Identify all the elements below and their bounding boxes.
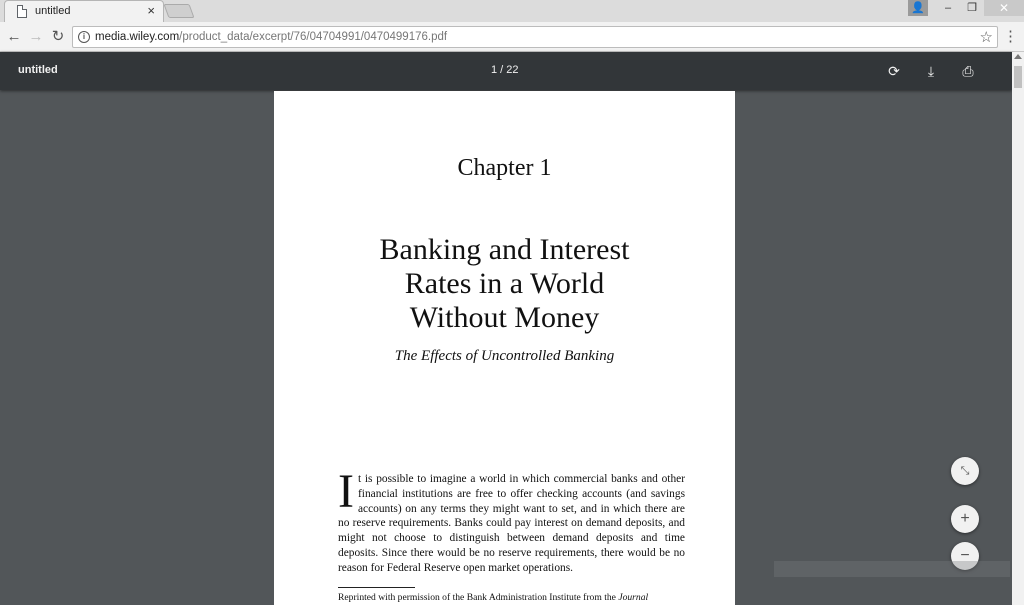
- chapter-title: [274, 233, 735, 335]
- print-icon[interactable]: ⎙: [962, 63, 974, 79]
- close-window-button[interactable]: ✕: [984, 0, 1024, 16]
- rotate-icon[interactable]: ⟳: [888, 63, 900, 79]
- url-text[interactable]: [95, 31, 447, 43]
- drop-cap: I: [338, 465, 354, 518]
- star-icon[interactable]: ☆: [979, 29, 993, 46]
- title-line: Banking and Interest: [379, 233, 630, 266]
- menu-icon[interactable]: ⋮: [1003, 28, 1018, 45]
- url-path: /product_data/excerpt/76/04704991/0470499176.pdf: [179, 31, 448, 43]
- reload-button[interactable]: ↻: [51, 28, 65, 45]
- fit-to-page-icon[interactable]: ⤡: [951, 457, 979, 485]
- doc-icon: [17, 5, 27, 18]
- tab-close-icon[interactable]: ×: [147, 3, 155, 18]
- browser-toolbar: [0, 22, 1024, 52]
- profile-icon[interactable]: 👤: [908, 0, 928, 16]
- url-host: media.wiley.com: [95, 31, 180, 43]
- body-paragraph: [338, 465, 685, 576]
- pdf-title: untitled: [18, 64, 58, 76]
- forward-button[interactable]: →: [28, 28, 44, 45]
- new-tab-button[interactable]: [163, 4, 194, 18]
- scroll-thumb[interactable]: [1014, 66, 1022, 88]
- restore-button[interactable]: ❐: [967, 2, 977, 14]
- minimize-button[interactable]: –: [944, 2, 952, 14]
- footnote-italic: Journal: [618, 592, 649, 603]
- footnote: [338, 592, 685, 603]
- page-indicator[interactable]: 1 / 22: [491, 64, 519, 76]
- pdf-toolbar: [0, 52, 1012, 90]
- chapter-heading: Chapter 1: [457, 155, 552, 181]
- tab-strip: [0, 0, 1024, 22]
- zoom-out-button[interactable]: −: [951, 542, 979, 570]
- vertical-scrollbar[interactable]: [1012, 52, 1024, 605]
- window-controls: [908, 0, 1024, 16]
- address-bar[interactable]: [72, 26, 998, 48]
- footnote-text: Reprinted with permission of the Bank Administration Institute from the: [338, 592, 616, 603]
- title-line: Rates in a World: [404, 267, 605, 300]
- status-overlay: [774, 561, 1010, 577]
- scroll-up-icon[interactable]: [1014, 54, 1022, 59]
- footnote-rule: [338, 587, 415, 588]
- chapter-subtitle: The Effects of Uncontrolled Banking: [394, 348, 615, 364]
- tab-title: untitled: [35, 5, 71, 17]
- zoom-in-button[interactable]: +: [951, 505, 979, 533]
- body-text: t is possible to imagine a world in which commercial banks and other financial institutions are free to offer checking accounts (and savings accounts) on any terms they might want to set, and in which there are no reserve requirements. Banks could pay interest on demand deposits, and might not choose to distinguish between demand deposits and time deposits. Since there would be no reserve requirements, there would be no reason for Federal Reserve open market operations.: [338, 473, 685, 574]
- download-icon[interactable]: ⤓: [927, 63, 935, 79]
- tab-untitled[interactable]: [4, 0, 164, 22]
- info-icon[interactable]: i: [78, 31, 90, 43]
- back-button[interactable]: ←: [6, 28, 22, 45]
- title-line: Without Money: [409, 301, 600, 334]
- pdf-page: [274, 91, 735, 605]
